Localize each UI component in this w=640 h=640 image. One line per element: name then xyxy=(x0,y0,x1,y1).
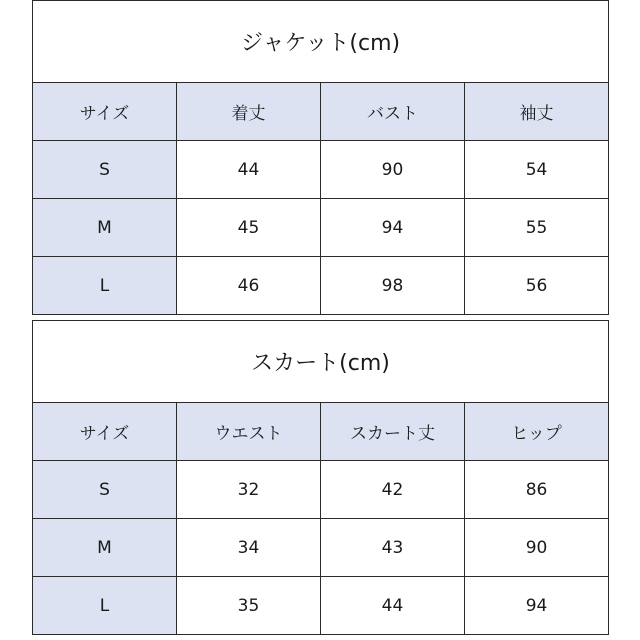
skirt-length-value: 44 xyxy=(321,577,465,635)
jacket-bust-value: 98 xyxy=(321,257,465,315)
size-label: S xyxy=(33,461,177,519)
skirt-length-value: 43 xyxy=(321,519,465,577)
size-label: M xyxy=(33,519,177,577)
skirt-hip-value: 90 xyxy=(465,519,609,577)
jacket-length-value: 46 xyxy=(177,257,321,315)
jacket-header-row xyxy=(33,83,609,141)
skirt-table-title: スカート(cm) xyxy=(33,321,609,403)
skirt-waist-value: 34 xyxy=(177,519,321,577)
skirt-length-value: 42 xyxy=(321,461,465,519)
size-label: S xyxy=(33,141,177,199)
jacket-header-sleeve: 袖丈 xyxy=(465,83,609,141)
jacket-header-bust: バスト xyxy=(321,83,465,141)
jacket-bust-value: 94 xyxy=(321,199,465,257)
size-chart xyxy=(32,0,608,640)
jacket-row-l xyxy=(33,257,609,315)
size-label: M xyxy=(33,199,177,257)
skirt-header-length: スカート丈 xyxy=(321,403,465,461)
size-label: L xyxy=(33,257,177,315)
skirt-row-s xyxy=(33,461,609,519)
skirt-hip-value: 94 xyxy=(465,577,609,635)
jacket-row-m xyxy=(33,199,609,257)
skirt-header-hip: ヒップ xyxy=(465,403,609,461)
skirt-header-row xyxy=(33,403,609,461)
skirt-header-size: サイズ xyxy=(33,403,177,461)
jacket-bust-value: 90 xyxy=(321,141,465,199)
skirt-size-table xyxy=(32,320,609,635)
skirt-header-waist: ウエスト xyxy=(177,403,321,461)
skirt-row-m xyxy=(33,519,609,577)
jacket-sleeve-value: 55 xyxy=(465,199,609,257)
jacket-length-value: 44 xyxy=(177,141,321,199)
jacket-row-s xyxy=(33,141,609,199)
jacket-size-table xyxy=(32,0,609,315)
jacket-header-size: サイズ xyxy=(33,83,177,141)
jacket-header-length: 着丈 xyxy=(177,83,321,141)
jacket-length-value: 45 xyxy=(177,199,321,257)
jacket-table-title: ジャケット(cm) xyxy=(33,1,609,83)
skirt-row-l xyxy=(33,577,609,635)
jacket-sleeve-value: 54 xyxy=(465,141,609,199)
size-label: L xyxy=(33,577,177,635)
skirt-waist-value: 35 xyxy=(177,577,321,635)
skirt-hip-value: 86 xyxy=(465,461,609,519)
skirt-waist-value: 32 xyxy=(177,461,321,519)
skirt-title-row xyxy=(33,321,609,403)
jacket-title-row xyxy=(33,1,609,83)
jacket-sleeve-value: 56 xyxy=(465,257,609,315)
